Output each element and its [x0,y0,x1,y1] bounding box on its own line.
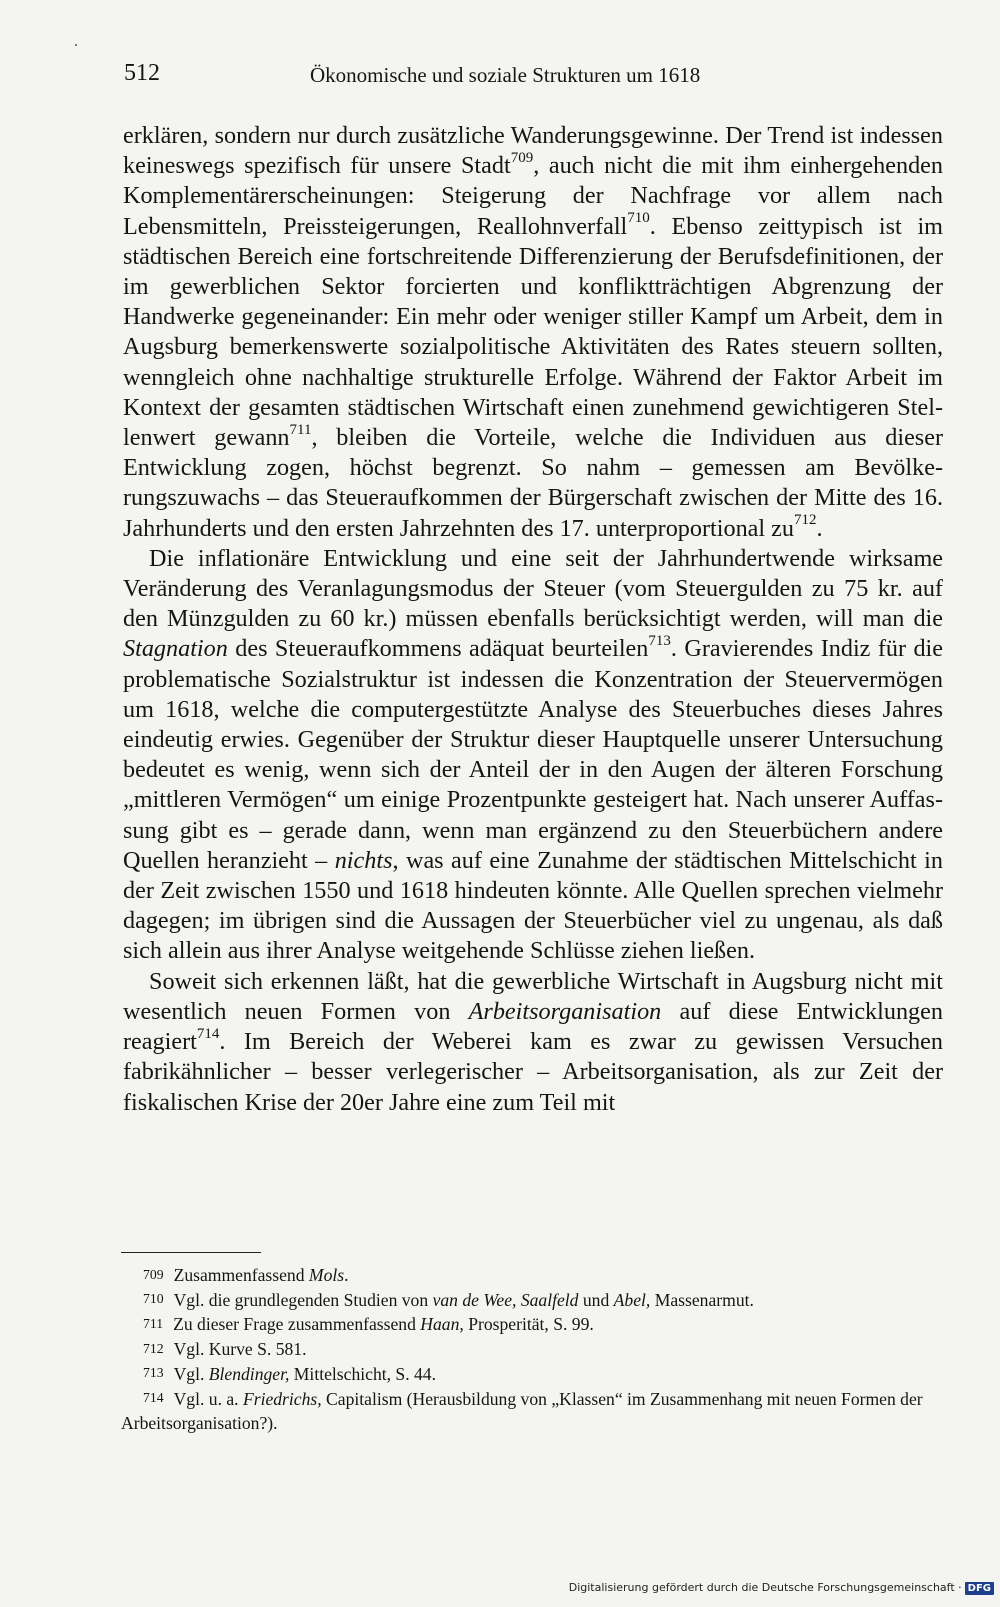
emphasis: van de Wee, Saalfeld [432,1289,579,1310]
text-run: , auch nicht die mit ihm einhergehenden Komplementärerscheinungen: Steigerung der Nachfrage vor allem nach Lebensmitteln, Preissteigerungen, Reallohnverfall [123,152,943,240]
footnote-text: Vgl. u. a. [173,1388,243,1409]
footnote-number: 713 [143,1365,164,1381]
footnote-text: und [578,1289,614,1310]
footnote-text: Zu dieser Frage zusammenfassend [173,1314,421,1335]
footnote-ref-712[interactable]: 712 [794,512,817,529]
text-run: Soweit sich erkennen läßt, hat die gewerbliche Wirtschaft in Augsburg nicht mit wesentlich neuen Formen von [123,967,943,1025]
page-header [124,60,944,100]
page-number: 512 [124,60,160,86]
footnote-text: Vgl. die grundlegenden Studien von [173,1289,433,1310]
text-run: . Ebenso zeittypisch ist im städtischen Bereich eine fortschreitende Differenzierung der Berufsdefinitionen, der im gewerblichen Sektor forcierten und konfliktträchtigen Abgrenzung der Handwerke gegeneinander: Ein mehr oder weniger stiller Kampf um Arbeit, dem in Augsburg bemerkenswerte sozialpolitische Aktivitäten des Rates steuern sollten, wenngleich ohne nachhaltige strukturelle Erfolge. Während der Faktor Arbeit im Kontext der gesamten städtischen Wirtschaft einen zunehmend gewichtigeren Stellenwert gewann [123,212,943,452]
text-run: . Gravierendes Indiz für die problematische Sozialstruktur ist indessen die Konzentration der Steuervermögen um 1618, welche die computergestützte Analyse des Steuerbuches dieses Jahres eindeutig erwies. Gegenüber der Struktur dieser Hauptquelle unserer Untersuchung bedeutet es wenig, wenn sich der Anteil der in den Augen der älteren Forschung „mittleren Vermögen“ um einige Prozentpunkte gesteigert hat. Nach unserer Auffassung gibt es – gerade dann, wenn man ergänzend zu den Steuerbüchern andere Quellen heranzieht – [123,635,943,874]
footnote-ref-710[interactable]: 710 [627,210,650,227]
emphasis: Stagnation [123,635,228,663]
footnote-number: 714 [143,1390,164,1406]
paragraph-2 [123,544,943,967]
footnote-713 [121,1363,943,1388]
emphasis: Mols [308,1265,345,1285]
text-run: , bleiben die Vorteile, welche die Individuen aus dieser Entwicklung zogen, höchst begrenzt. So nahm – gemessen am Bevölkerungszuwachs – das Steueraufkommen der Bürgerschaft zwischen der Mitte des 16. Jahrhunderts und den ersten Jahrzehnten des 17. unterproportional zu [123,424,944,542]
footnote-number: 711 [143,1315,164,1331]
dfg-logo-icon[interactable]: DFG [965,1582,994,1595]
footnote-text: Vgl. Kurve S. 581. [173,1339,307,1360]
footnote-number: 712 [143,1340,164,1356]
footnote-divider [121,1252,261,1253]
emphasis: Friedrichs, [242,1388,322,1409]
footnote-text: Massenarmut. [650,1289,754,1310]
emphasis: Abel, [613,1289,651,1310]
text-run: , was auf eine Zunahme der städtischen Mittelschicht in der Zeit zwischen 1550 und 1618 hindeuten könnte. Alle Quellen sprechen vielmehr dagegen; im übrigen sind die Aussagen der Steuerbücher viel zu ungenau, als daß sich allein aus ihrer Analyse weitgehende Schlüsse ziehen ließen. [123,846,943,965]
paragraph-1 [123,121,943,544]
text-run: auf diese Entwicklungen reagiert [123,997,943,1056]
text-run: Die inflationäre Entwicklung und eine seit der Jahrhundertwende wirksame Veränderung des Veranlagungsmodus der Steuer (vom Steuergulden zu 75 kr. auf den Münzgulden zu 60 kr.) müssen ebenfalls berücksichtigt werden, will man die [123,544,943,633]
footnote-712 [121,1338,943,1363]
text-run: erklären, sondern nur durch zusätzliche Wanderungsgewinne. Der Trend ist indessen keineswegs spezifisch für unsere Stadt [123,122,943,180]
footnote-number: 709 [143,1266,164,1282]
text-run: . Im Bereich der Weberei kam es zwar zu gewissen Versuchen fabrikähnlicher – besser verlegerischer – Arbeitsorganisation, als zur Zeit der fiskalischen Krise der 20er Jahre eine zum Teil mit [123,1028,943,1116]
footnote-ref-714[interactable]: 714 [196,1025,220,1042]
text-run: . [816,514,823,542]
body-text [123,121,943,1118]
scan-speck [75,44,77,46]
footnote-ref-709[interactable]: 709 [510,149,534,166]
footnote-text: . [344,1265,349,1285]
emphasis: nichts [334,846,393,874]
footnote-text: Zusammenfassend [173,1265,309,1285]
footnote-711 [121,1313,943,1338]
footnote-text: Prosperität, S. 99. [463,1314,594,1335]
digitization-credit [569,1581,994,1595]
footnote-714 [121,1388,943,1436]
emphasis: Arbeitsorganisation [468,997,662,1025]
running-head: Ökonomische und soziale Strukturen um 1618 [310,63,701,87]
emphasis: Haan, [420,1314,464,1335]
footnote-text: Mittelschicht, S. 44. [289,1363,436,1384]
footnote-ref-713[interactable]: 713 [648,633,671,650]
credit-text: Digitalisierung gefördert durch die Deutsche Forschungsgemeinschaft · [568,1581,962,1594]
footnote-709 [121,1264,943,1289]
paragraph-3 [123,967,943,1118]
footnote-text: Capitalism (Herausbildung von „Klassen“ im Zusammenhang mit neuen Formen der Arbeitsorganisation?). [121,1388,923,1434]
text-run: des Steueraufkommens adäquat beurteilen [227,635,649,663]
footnote-number: 710 [143,1291,164,1307]
footnote-ref-711[interactable]: 711 [289,421,312,438]
footnote-710 [121,1289,943,1314]
footnotes [121,1264,943,1436]
footnote-text: Vgl. [173,1363,209,1384]
emphasis: Blendinger, [208,1363,290,1384]
